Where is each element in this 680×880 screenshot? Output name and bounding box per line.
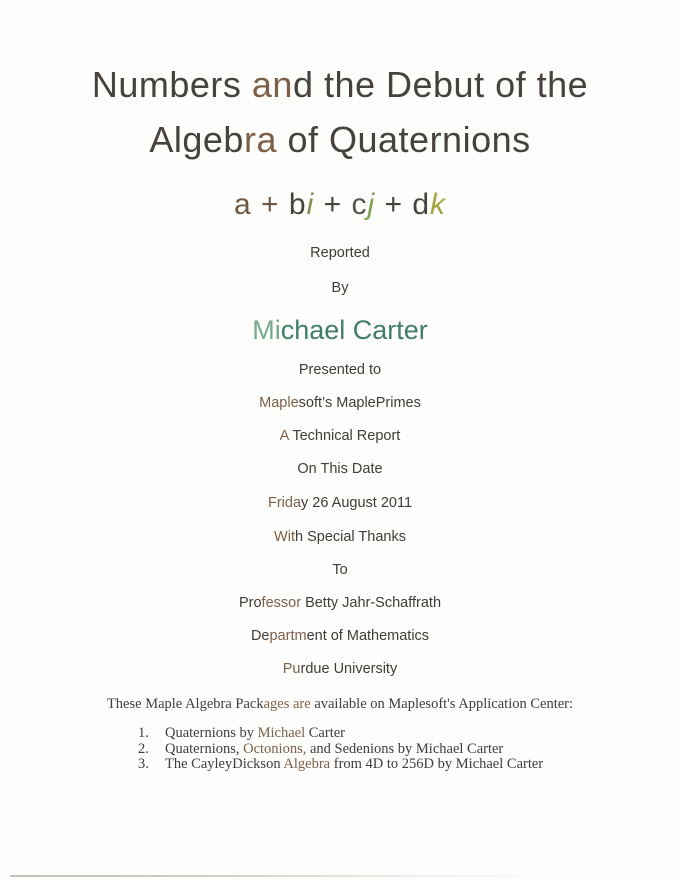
detail-tinted: Maple <box>259 395 299 411</box>
author-name-rest: chael Carter <box>280 315 428 345</box>
detail-text: Presented to <box>298 362 382 378</box>
title-line-1-rest: d the Debut of the <box>292 64 589 105</box>
list-item-text: Quaternions by <box>165 725 258 741</box>
detail-text: Pro <box>238 595 262 611</box>
packages-header-rest: available on Maplesoft's Application Center: <box>310 696 574 712</box>
detail-to <box>0 561 680 579</box>
detail-rest: h Special Thanks <box>294 529 406 545</box>
list-item-rest: from 4D to 256D by Michael Carter <box>330 756 544 773</box>
detail-tinted: A <box>279 428 289 444</box>
packages-header-text: These Maple Algebra Pack <box>106 696 264 712</box>
formula-plus-3: + <box>375 188 413 221</box>
detail-presented-to <box>0 361 680 379</box>
detail-text: On This Date <box>297 461 383 477</box>
detail-university <box>0 660 680 678</box>
detail-text: To <box>332 562 348 578</box>
list-item-tinted: Michael <box>257 725 306 741</box>
formula-j: j <box>367 188 376 221</box>
scan-artifact-line <box>10 875 558 877</box>
formula-k: k <box>430 188 446 221</box>
detail-text: De <box>250 628 270 644</box>
packages-header-tinted: ages are <box>263 696 311 712</box>
detail-maplesoft-maplePrimes <box>0 394 680 412</box>
detail-tinted: Frida <box>267 495 302 511</box>
detail-rest: soft’s MaplePrimes <box>298 395 421 411</box>
detail-tinted: Wit <box>274 529 295 545</box>
detail-tinted: fessor <box>261 595 302 611</box>
list-item-number: 2. <box>138 740 149 757</box>
detail-tinted: Pu <box>282 661 301 677</box>
formula-i: i <box>306 188 315 221</box>
list-item-rest: and Sedenions by Michael Carter <box>306 740 504 757</box>
detail-rest: ent of Mathematics <box>306 628 430 644</box>
title-line-2 <box>0 118 680 162</box>
title-line-1-tinted: an <box>251 64 293 105</box>
detail-professor <box>0 594 680 612</box>
detail-rest: y 26 August 2011 <box>301 495 413 511</box>
list-item-rest: Carter <box>305 725 345 741</box>
formula-d: d <box>412 188 430 221</box>
detail-rest: rdue University <box>300 661 398 677</box>
title-line-1-text: Numbers <box>91 64 252 105</box>
detail-rest: Technical Report <box>288 428 401 444</box>
detail-on-this-date <box>0 460 680 478</box>
detail-technical-report <box>0 427 680 445</box>
reported-label: Reported <box>310 245 370 261</box>
title-line-2-text: Algeb <box>149 119 244 160</box>
list-item-text: Quaternions, <box>165 740 244 757</box>
list-item <box>138 726 543 742</box>
list-item <box>138 757 543 773</box>
quaternion-formula <box>0 186 680 224</box>
packages-list <box>138 726 543 773</box>
list-item-text: The CayleyDickson <box>165 756 284 773</box>
title-line-2-rest: of Quaternions <box>276 119 531 160</box>
list-item-number: 1. <box>138 725 149 741</box>
by-label: By <box>331 280 349 296</box>
packages-header <box>0 695 680 713</box>
detail-rest: Betty Jahr-Schaffrath <box>301 595 442 611</box>
formula-b: b <box>288 188 307 221</box>
list-item <box>138 742 543 758</box>
title-line-1 <box>0 63 680 107</box>
author-name <box>0 314 680 347</box>
formula-a: a <box>233 188 252 221</box>
title-line-2-tinted: ra <box>243 119 277 160</box>
formula-plus-1: + <box>251 188 289 221</box>
formula-plus-2: + <box>314 188 352 221</box>
list-item-number: 3. <box>138 756 149 773</box>
detail-tinted: partm <box>269 628 307 644</box>
author-name-first-letters: Mi <box>252 315 281 345</box>
formula-c: c <box>351 188 368 221</box>
list-item-tinted: Octonions, <box>243 740 307 757</box>
detail-special-thanks <box>0 528 680 546</box>
detail-department <box>0 627 680 645</box>
detail-date <box>0 494 680 512</box>
list-item-tinted: Algebra <box>283 756 331 773</box>
